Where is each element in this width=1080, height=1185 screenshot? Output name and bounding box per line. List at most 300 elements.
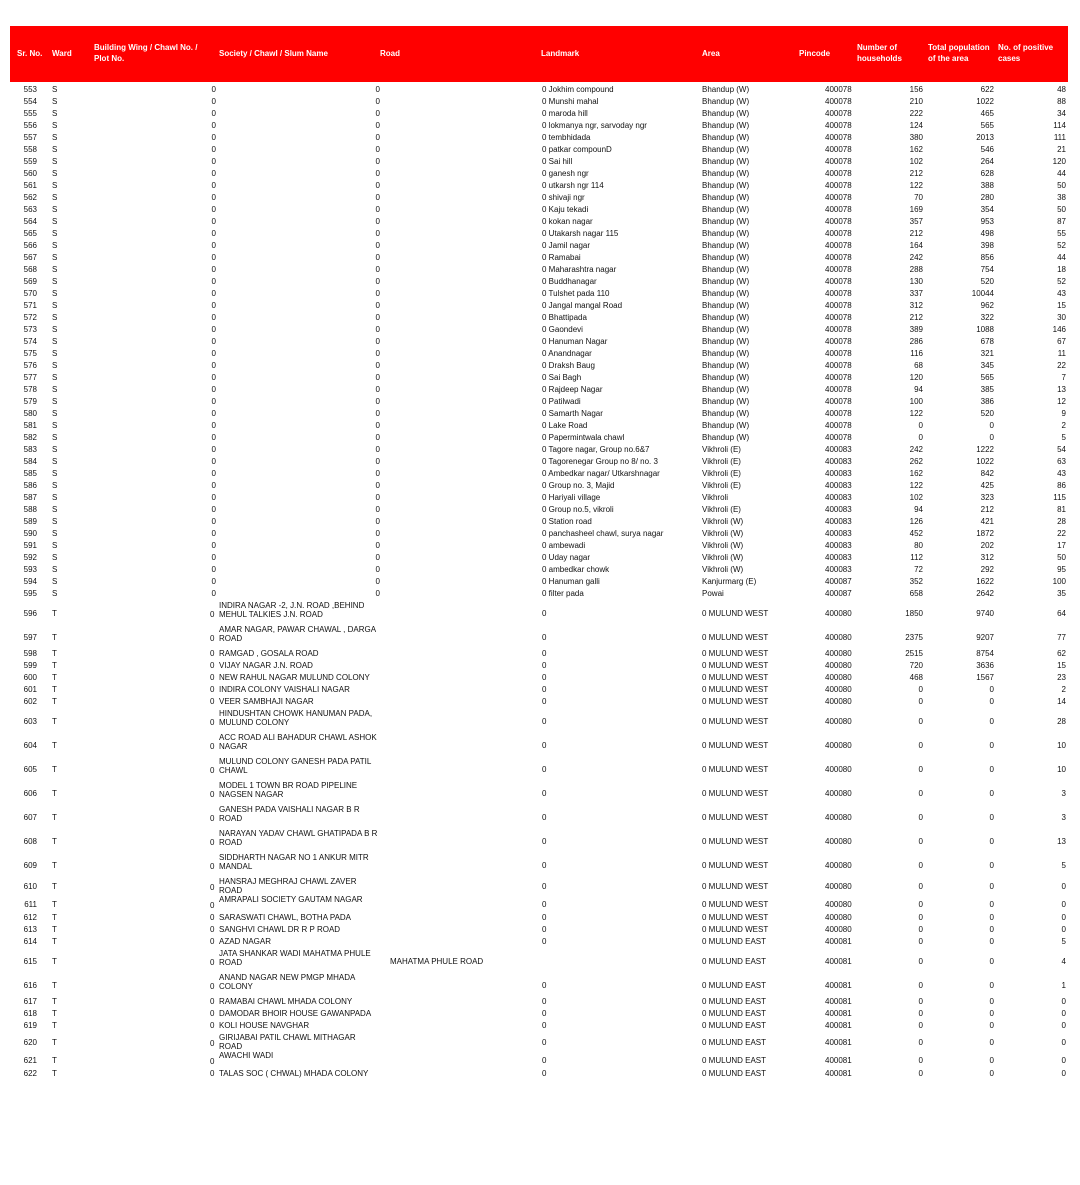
cell-households: 212 [909,229,923,238]
cell-households: 452 [909,529,923,538]
cell-ward: S [52,277,58,286]
cell-ward: T [52,837,57,846]
cell-cases: 18 [1057,265,1066,274]
cell-road: 0 [375,325,380,334]
cell-sr-no: 579 [23,397,37,406]
cell-landmark: 0 ambewadi [542,541,586,550]
cell-society: 0 [211,373,216,382]
cell-population: 264 [980,157,994,166]
table-row [10,325,1068,337]
cell-society: 0 [211,229,216,238]
cell-ward: S [52,265,58,274]
cell-cases: 86 [1057,481,1066,490]
cell-landmark: 0 Ramabai [542,253,581,262]
cell-households: 169 [909,205,923,214]
table-row [10,601,1068,625]
cell-landmark: 0 Lake Road [542,421,588,430]
cell-sr-no: 592 [23,553,37,562]
cell-sr-no: 622 [23,1069,37,1078]
cell-cases: 5 [1061,433,1066,442]
table-row [10,409,1068,421]
cell-road: 0 [375,145,380,154]
cell-landmark: 0 Jamil nagar [542,241,591,250]
cell-population: 0 [989,981,994,990]
cell-pincode: 400083 [825,505,852,514]
cell-ward: T [52,1069,57,1078]
cell-area: Vikhroli (W) [702,553,744,562]
cell-landmark: 0 [542,882,547,891]
cell-pincode: 400080 [825,789,852,798]
cell-road: 0 [375,373,380,382]
cell-sr-no: 600 [23,673,37,682]
table-row [10,469,1068,481]
cell-landmark: 0 Tagorenegar Group no 8/ no. 3 [542,457,658,466]
cell-population: 1022 [976,457,994,466]
cell-pincode: 400080 [825,900,852,909]
cell-ward: S [52,529,58,538]
cell-landmark: 0 [542,789,547,798]
cell-area: 0 MULUND WEST [702,685,769,694]
cell-ward: T [52,1009,57,1018]
cell-area: 0 MULUND WEST [702,717,769,726]
cell-population: 9207 [976,633,994,642]
cell-population: 292 [980,565,994,574]
cell-pincode: 400083 [825,469,852,478]
cell-road: 0 [375,229,380,238]
cell-households: 242 [909,445,923,454]
cell-cases: 0 [1061,1021,1066,1030]
cell-households: 720 [909,661,923,670]
cell-cases: 2 [1061,421,1066,430]
cell-pincode: 400078 [825,181,852,190]
cell-society: 0 [211,205,216,214]
cell-cases: 44 [1057,253,1066,262]
cell-society: MULUND COLONY GANESH PADA PATIL CHAWL [219,757,372,775]
cell-road: 0 [375,109,380,118]
table-row [10,229,1068,241]
cell-landmark: 0 [542,661,547,670]
header-pincode: Pincode [799,49,831,58]
cell-ward: T [52,813,57,822]
table-row [10,895,1068,913]
cell-households: 0 [918,1056,923,1065]
table-row [10,1051,1068,1069]
cell-society: 0 [211,349,216,358]
cell-population: 678 [980,337,994,346]
cell-population: 1022 [976,97,994,106]
cell-landmark: 0 [542,1056,547,1065]
cell-population: 962 [980,301,994,310]
cell-cases: 54 [1057,445,1066,454]
cell-cases: 17 [1057,541,1066,550]
cell-sr-no: 615 [23,957,37,966]
cell-pincode: 400078 [825,313,852,322]
cell-road: 0 [375,469,380,478]
cell-sr-no: 578 [23,385,37,394]
cell-area: 0 MULUND EAST [702,997,767,1006]
cell-landmark: 0 Rajdeep Nagar [542,385,603,394]
cell-ward: S [52,361,58,370]
cell-population: 0 [989,900,994,909]
cell-pincode: 400080 [825,925,852,934]
cell-pincode: 400080 [825,717,852,726]
cell-households: 0 [918,789,923,798]
cell-pincode: 400083 [825,553,852,562]
cell-area: Vikhroli (E) [702,481,741,490]
cell-society: 0 [211,337,216,346]
cell-sr-no: 562 [23,193,37,202]
cell-society: 0 [211,421,216,430]
table-row [10,505,1068,517]
cell-population: 421 [980,517,994,526]
cell-area: 0 MULUND WEST [702,633,769,642]
cell-pincode: 400081 [825,1009,852,1018]
cell-ward: S [52,577,58,586]
cell-cases: 22 [1057,529,1066,538]
cell-area: 0 MULUND EAST [702,981,767,990]
cell-society: 0 [211,505,216,514]
cell-sr-no: 616 [23,981,37,990]
cell-building: 0 [210,649,215,658]
cell-sr-no: 618 [23,1009,37,1018]
cell-society: INDIRA COLONY VAISHALI NAGAR [219,685,350,694]
table-row [10,157,1068,169]
cell-society: 0 [211,145,216,154]
cell-households: 0 [918,813,923,822]
cell-landmark: 0 Kaju tekadi [542,205,589,214]
cell-cases: 12 [1057,397,1066,406]
cell-area: 0 MULUND WEST [702,861,769,870]
cell-households: 130 [909,277,923,286]
header-landmark: Landmark [541,49,580,58]
cell-cases: 120 [1052,157,1066,166]
cell-population: 1222 [976,445,994,454]
cell-area: Vikhroli (E) [702,445,741,454]
cell-ward: T [52,861,57,870]
cell-area: 0 MULUND WEST [702,813,769,822]
cell-road: 0 [375,565,380,574]
cell-pincode: 400078 [825,433,852,442]
cell-building: 0 [210,1057,215,1066]
cell-population: 0 [989,913,994,922]
cell-society: 0 [211,193,216,202]
cell-landmark: 0 [542,981,547,990]
cell-households: 0 [918,957,923,966]
cell-population: 2642 [976,589,994,598]
cell-sr-no: 606 [23,789,37,798]
cell-landmark: 0 [542,900,547,909]
table-row [10,697,1068,709]
cell-ward: T [52,741,57,750]
cell-ward: T [52,981,57,990]
cell-cases: 87 [1057,217,1066,226]
cell-cases: 43 [1057,469,1066,478]
cell-cases: 114 [1053,121,1066,130]
cell-pincode: 400083 [825,517,852,526]
cell-building: 0 [210,883,215,892]
cell-population: 202 [980,541,994,550]
cell-cases: 10 [1057,741,1066,750]
cell-pincode: 400083 [825,457,852,466]
cell-ward: T [52,882,57,891]
cell-population: 0 [989,717,994,726]
cell-pincode: 400083 [825,481,852,490]
table-row [10,1021,1068,1033]
cell-population: 1872 [976,529,994,538]
cell-cases: 7 [1061,373,1066,382]
cell-cases: 5 [1061,937,1066,946]
cell-road: 0 [375,157,380,166]
cell-area: Vikhroli (W) [702,517,744,526]
table-row [10,529,1068,541]
cell-sr-no: 585 [23,469,37,478]
cell-cases: 0 [1061,925,1066,934]
cell-sr-no: 611 [24,900,37,909]
cell-cases: 4 [1061,957,1066,966]
table-row [10,121,1068,133]
cell-ward: S [52,109,58,118]
cell-road: 0 [375,313,380,322]
cell-ward: S [52,565,58,574]
cell-pincode: 400078 [825,361,852,370]
cell-area: Vikhroli (W) [702,541,744,550]
cell-sr-no: 598 [23,649,37,658]
cell-population: 953 [980,217,994,226]
cell-cases: 50 [1057,181,1066,190]
cell-households: 126 [909,517,923,526]
cell-sr-no: 610 [23,882,37,891]
cell-society: 0 [211,385,216,394]
cell-road: 0 [375,517,380,526]
cell-households: 122 [909,409,923,418]
cell-households: 0 [918,925,923,934]
cell-pincode: 400080 [825,609,852,618]
cell-area: Bhandup (W) [702,301,750,310]
cell-cases: 55 [1057,229,1066,238]
cell-society: NARAYAN YADAV CHAWL GHATIPADA B R ROAD [219,829,378,847]
cell-area: Bhandup (W) [702,337,750,346]
cell-cases: 0 [1061,900,1066,909]
cell-cases: 21 [1057,145,1066,154]
cell-households: 0 [918,837,923,846]
cell-society: 0 [211,553,216,562]
cell-cases: 11 [1057,349,1066,358]
cell-landmark: 0 [542,913,547,922]
cell-households: 262 [909,457,923,466]
cell-population: 628 [980,169,994,178]
cell-households: 352 [909,577,923,586]
cell-households: 0 [918,433,923,442]
cell-cases: 100 [1052,577,1066,586]
cell-households: 0 [918,765,923,774]
cell-sr-no: 557 [23,133,37,142]
cell-ward: S [52,433,58,442]
cell-cases: 52 [1057,241,1066,250]
cell-area: Bhandup (W) [702,421,750,430]
cell-households: 0 [918,882,923,891]
table-row [10,877,1068,895]
cell-cases: 23 [1057,673,1066,682]
cell-ward: T [52,1038,57,1047]
cell-pincode: 400078 [825,253,852,262]
cell-sr-no: 564 [23,217,37,226]
cell-cases: 3 [1061,813,1066,822]
cell-sr-no: 572 [23,313,37,322]
cell-population: 0 [989,789,994,798]
table-row [10,289,1068,301]
cell-sr-no: 621 [23,1056,37,1065]
cell-society: VIJAY NAGAR J.N. ROAD [219,661,313,670]
cell-building: 0 [210,661,215,670]
table-row [10,553,1068,565]
cell-ward: T [52,937,57,946]
cell-society: SANGHVI CHAWL DR R P ROAD [219,925,341,934]
cell-ward: S [52,325,58,334]
cell-society: GANESH PADA VAISHALI NAGAR B R ROAD [219,805,360,823]
cell-cases: 50 [1057,553,1066,562]
cell-society: SIDDHARTH NAGAR NO 1 ANKUR MITR MANDAL [219,853,369,871]
cell-area: 0 MULUND WEST [702,661,769,670]
table-row [10,193,1068,205]
table-row [10,253,1068,265]
cell-sr-no: 590 [23,529,37,538]
cell-area: 0 MULUND EAST [702,1069,767,1078]
table-row [10,625,1068,649]
cell-society: 0 [211,469,216,478]
cell-landmark: 0 kokan nagar [542,217,593,226]
cell-road: 0 [375,193,380,202]
cell-cases: 13 [1057,385,1066,394]
cell-road: 0 [375,385,380,394]
cell-area: 0 MULUND WEST [702,609,769,618]
cell-population: 0 [989,1069,994,1078]
cell-road: 0 [375,361,380,370]
cell-area: 0 MULUND WEST [702,925,769,934]
cell-ward: T [52,717,57,726]
cell-area: 0 MULUND WEST [702,741,769,750]
cell-ward: S [52,385,58,394]
cell-sr-no: 561 [23,181,37,190]
cell-landmark: 0 filter pada [542,589,584,598]
cell-population: 0 [989,433,994,442]
cell-area: 0 MULUND WEST [702,789,769,798]
cell-ward: S [52,517,58,526]
cell-sr-no: 620 [23,1038,37,1047]
cell-road: 0 [375,241,380,250]
cell-pincode: 400083 [825,445,852,454]
cell-cases: 0 [1061,1038,1066,1047]
cell-population: 0 [989,997,994,1006]
cell-pincode: 400078 [825,301,852,310]
cell-households: 94 [914,505,923,514]
cell-building: 0 [210,1069,215,1078]
cell-ward: S [52,469,58,478]
cell-sr-no: 608 [23,837,37,846]
table-row [10,109,1068,121]
cell-area: Bhandup (W) [702,397,750,406]
cell-society: 0 [211,409,216,418]
cell-households: 357 [909,217,923,226]
cell-pincode: 400078 [825,133,852,142]
cell-households: 0 [918,697,923,706]
cell-population: 386 [980,397,994,406]
table-row [10,577,1068,589]
table-row [10,1069,1068,1081]
header-sr-no: Sr. No. [17,49,43,58]
cell-households: 0 [918,741,923,750]
cell-population: 323 [980,493,994,502]
cell-households: 210 [909,97,923,106]
cell-road: 0 [375,205,380,214]
cell-pincode: 400078 [825,169,852,178]
cell-ward: S [52,133,58,142]
cell-population: 1567 [976,673,994,682]
cell-society: 0 [211,313,216,322]
cell-ward: S [52,169,58,178]
cell-population: 388 [980,181,994,190]
cell-landmark: 0 Bhattipada [542,313,587,322]
cell-ward: T [52,633,57,642]
cell-cases: 35 [1057,589,1066,598]
cell-ward: T [52,997,57,1006]
cell-households: 389 [909,325,923,334]
cell-households: 312 [909,301,923,310]
cell-sr-no: 617 [23,997,37,1006]
cell-building: 0 [210,1009,215,1018]
cell-population: 0 [989,741,994,750]
cell-sr-no: 612 [23,913,37,922]
cell-building: 0 [210,997,215,1006]
cell-sr-no: 589 [23,517,37,526]
cell-population: 465 [980,109,994,118]
cell-cases: 13 [1057,837,1066,846]
cell-pincode: 400078 [825,109,852,118]
cell-pincode: 400078 [825,421,852,430]
cell-landmark: 0 shivaji ngr [542,193,585,202]
table-row [10,757,1068,781]
cell-landmark: 0 [542,813,547,822]
table-row [10,493,1068,505]
cell-landmark: 0 [542,685,547,694]
cell-landmark: 0 Sai Bagh [542,373,582,382]
cell-pincode: 400080 [825,913,852,922]
cell-population: 0 [989,1009,994,1018]
cell-pincode: 400080 [825,697,852,706]
cell-households: 120 [909,373,923,382]
cell-area: Kanjurmarg (E) [702,577,757,586]
cell-pincode: 400083 [825,565,852,574]
cell-ward: S [52,229,58,238]
cell-sr-no: 605 [23,765,37,774]
cell-pincode: 400080 [825,661,852,670]
cell-society: 0 [211,253,216,262]
cell-cases: 10 [1057,765,1066,774]
cell-sr-no: 591 [23,541,37,550]
cell-ward: S [52,505,58,514]
cell-households: 0 [918,717,923,726]
table-row [10,853,1068,877]
cell-society: ACC ROAD ALI BAHADUR CHAWL ASHOK NAGAR [219,733,377,751]
cell-ward: T [52,673,57,682]
table-row [10,145,1068,157]
cell-sr-no: 575 [23,349,37,358]
cell-ward: S [52,445,58,454]
cell-pincode: 400078 [825,349,852,358]
cell-population: 312 [980,553,994,562]
cell-pincode: 400078 [825,145,852,154]
cell-landmark: 0 Station road [542,517,592,526]
cell-pincode: 400087 [825,577,852,586]
